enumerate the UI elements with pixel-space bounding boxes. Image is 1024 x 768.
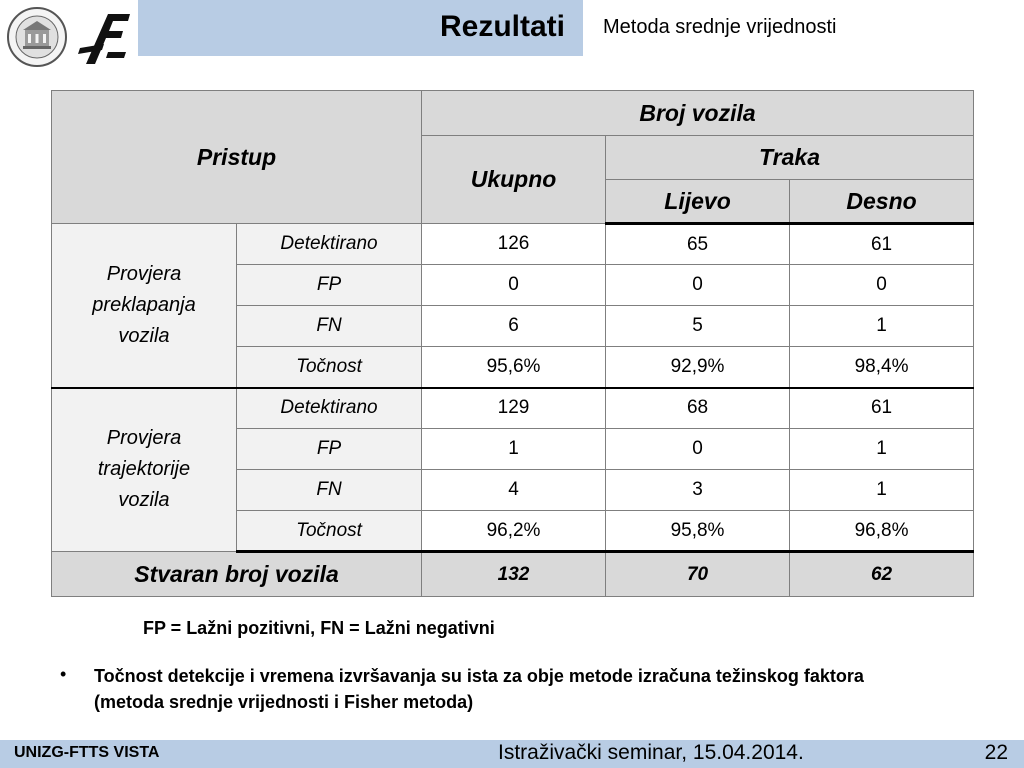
results-table [51,90,974,597]
header-desno: Desno [790,180,974,224]
cell-lijevo: 68 [606,388,790,429]
row-label: Detektirano [237,388,422,429]
cell-ukupno: 126 [422,224,606,265]
header-traka: Traka [606,136,974,180]
group-label-preklapanje [52,224,237,388]
header-lijevo: Lijevo [606,180,790,224]
group-label-line: vozila [118,324,170,347]
cell-desno: 61 [790,224,974,265]
cell-ukupno: 0 [422,265,606,306]
cell-ukupno: 4 [422,470,606,511]
cell-desno: 0 [790,265,974,306]
total-lijevo: 70 [606,552,790,597]
cell-ukupno: 1 [422,429,606,470]
group-label-trajektorija [52,388,237,552]
footer-event: Istraživački seminar, 15.04.2014. [498,741,804,764]
group-label-line: trajektorije [97,458,191,481]
total-desno: 62 [790,552,974,597]
row-label: FN [237,470,422,511]
cell-desno: 96,8% [790,511,974,552]
cell-lijevo: 0 [606,429,790,470]
cell-ukupno: 95,6% [422,347,606,388]
cell-lijevo: 3 [606,470,790,511]
row-label: FN [237,306,422,347]
cell-lijevo: 5 [606,306,790,347]
university-seal-logo [6,6,68,68]
page-subtitle: Metoda srednje vrijednosti [603,16,837,38]
header-ukupno: Ukupno [422,136,606,224]
header-broj-vozila: Broj vozila [422,91,974,136]
row-label: Točnost [237,347,422,388]
abbreviation-note: FP = Lažni pozitivni, FN = Lažni negativni [143,618,495,638]
footer-bar [0,740,1024,768]
cell-ukupno: 96,2% [422,511,606,552]
cell-lijevo: 0 [606,265,790,306]
header-pristup: Pristup [52,91,422,224]
cell-lijevo: 65 [606,224,790,265]
group-label-line: Provjera [106,262,182,285]
total-ukupno: 132 [422,552,606,597]
bullet-text: Točnost detekcije i vremena izvršavanja su ista za obje metode izračuna težinskog faktora (metoda srednje vrijednosti i Fisher metoda) [94,666,864,712]
cell-desno: 1 [790,429,974,470]
cell-desno: 98,4% [790,347,974,388]
cell-lijevo: 95,8% [606,511,790,552]
cell-desno: 61 [790,388,974,429]
fpz-logo [78,8,134,66]
page-number: 22 [984,741,1008,764]
row-label: Točnost [237,511,422,552]
cell-desno: 1 [790,470,974,511]
bullet-marker: • [60,664,67,684]
cell-desno: 1 [790,306,974,347]
row-label: Detektirano [237,224,422,265]
total-label: Stvaran broj vozila [52,552,422,597]
title-bar [138,0,583,56]
group-label-line: Provjera [106,427,182,450]
footer-org: UNIZG-FTTS VISTA [14,744,160,761]
cell-lijevo: 92,9% [606,347,790,388]
cell-ukupno: 129 [422,388,606,429]
row-label: FP [237,429,422,470]
group-label-line: vozila [118,489,170,512]
cell-ukupno: 6 [422,306,606,347]
group-label-line: preklapanja [92,293,196,316]
page-title: Rezultati [439,10,565,43]
row-label: FP [237,265,422,306]
